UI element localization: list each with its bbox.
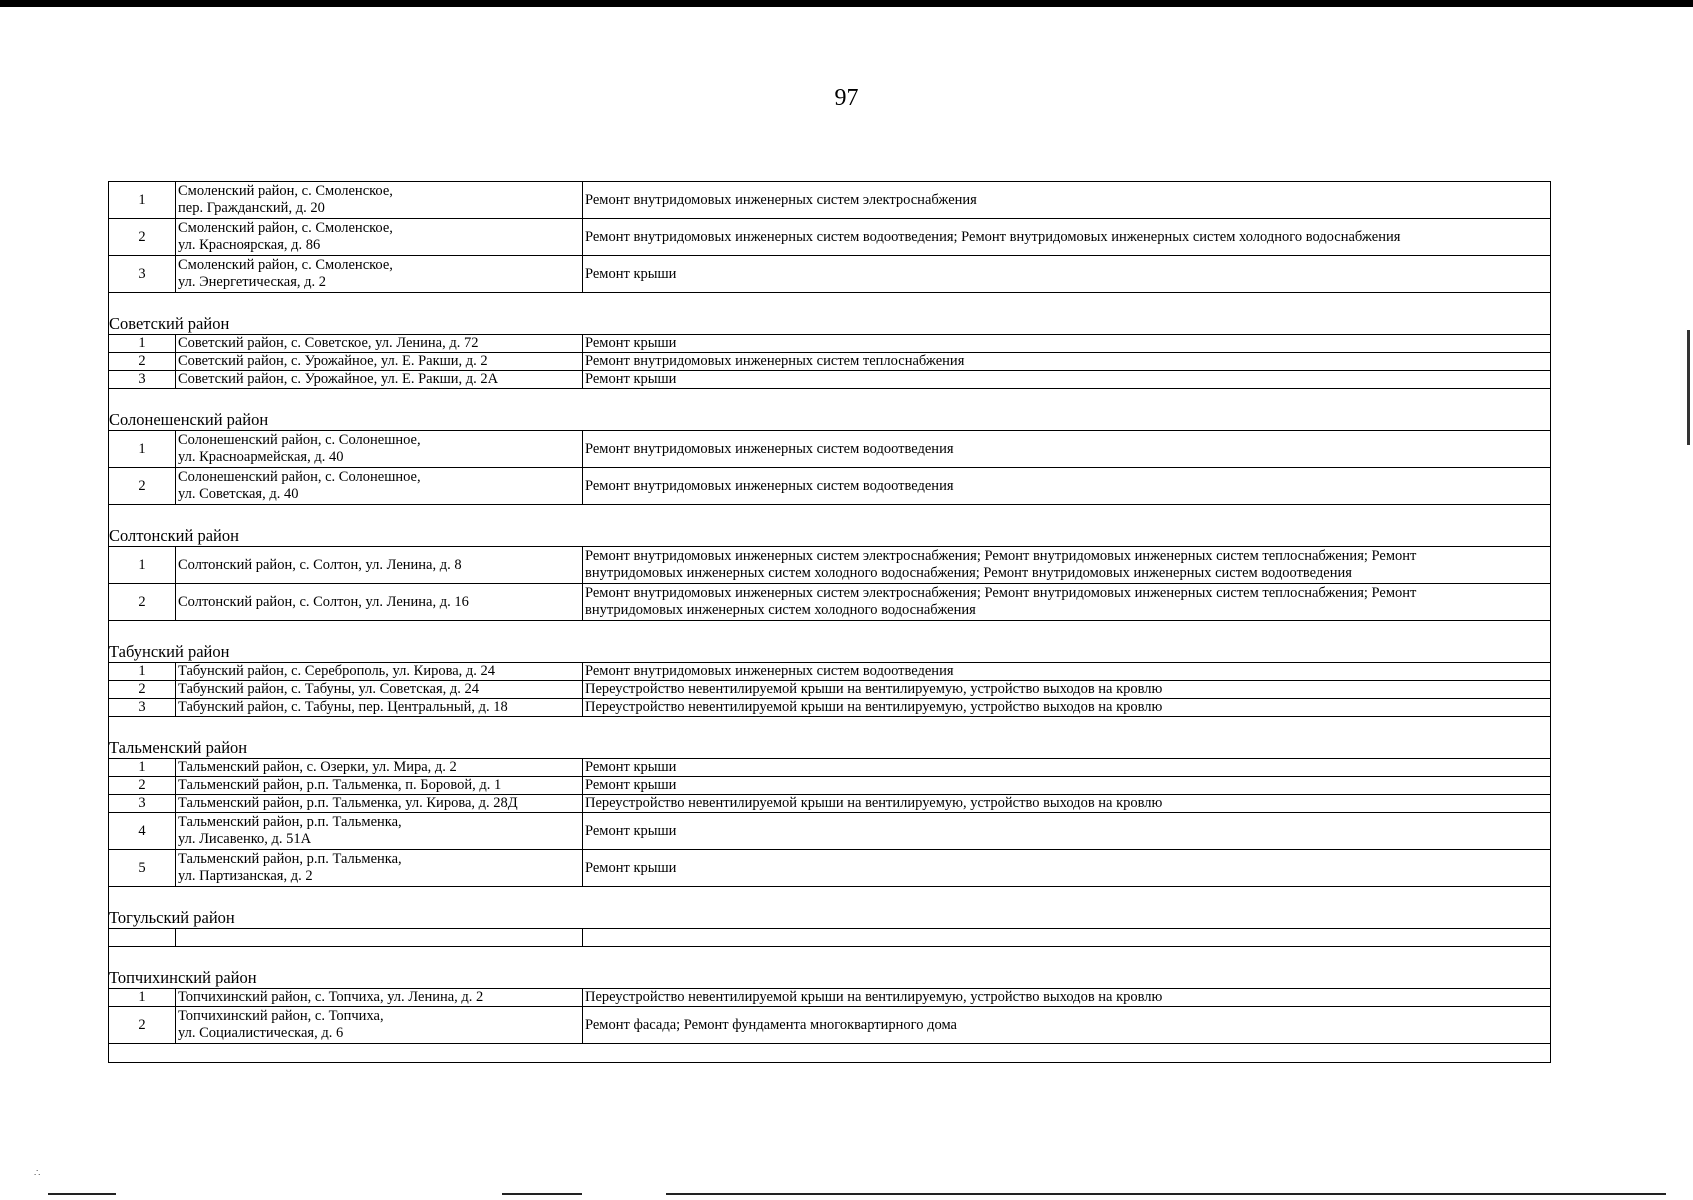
address-cell-line: Солтонский район, с. Солтон, ул. Ленина, д. 16 (178, 593, 469, 610)
district-heading-row (109, 642, 1551, 663)
row-number-line: 3 (138, 371, 146, 387)
section-spacer (109, 717, 1551, 739)
district-heading: Топчихинский район (109, 968, 1551, 989)
page-number: 97 (834, 85, 859, 111)
district-heading-row (109, 738, 1551, 759)
works-cell-line: Переустройство невентилируемой крыши на вентилируемую, устройство выходов на кровлю (585, 989, 1163, 1005)
works-cell (583, 663, 1551, 681)
works-cell (583, 371, 1551, 389)
row-number-line: 3 (138, 265, 146, 282)
table-row (109, 929, 1551, 947)
row-number-line: 1 (138, 556, 146, 573)
works-cell-line: Ремонт внутридомовых инженерных систем теплоснабжения (585, 353, 965, 369)
bottom-rule-left (48, 1193, 116, 1195)
address-cell (176, 219, 583, 256)
row-number (109, 777, 176, 795)
works-cell-line: Ремонт фасада; Ремонт фундамента многоквартирного дома (585, 1016, 957, 1033)
address-cell (176, 759, 583, 777)
spacer-cell (109, 717, 1551, 739)
works-cell (583, 795, 1551, 813)
address-cell-line: ул. Лисавенко, д. 51А (178, 831, 312, 847)
table-row (109, 584, 1551, 621)
row-number-line: 1 (138, 440, 146, 457)
address-cell (176, 813, 583, 850)
address-cell (176, 335, 583, 353)
address-cell-line: ул. Красноармейская, д. 40 (178, 449, 344, 465)
address-cell (176, 256, 583, 293)
bottom-rule-right (666, 1193, 1666, 1195)
scan-speck: ∴ (34, 1168, 41, 1179)
row-number-line: 3 (138, 795, 146, 811)
address-cell (176, 353, 583, 371)
row-number (109, 547, 176, 584)
address-cell-line: Топчихинский район, с. Топчиха, ул. Ленина, д. 2 (178, 989, 484, 1005)
address-cell (176, 1007, 583, 1044)
row-number (109, 929, 176, 947)
row-number (109, 182, 176, 219)
works-cell (583, 850, 1551, 887)
district-heading: Солтонский район (109, 526, 1551, 547)
works-cell-line: Ремонт внутридомовых инженерных систем электроснабжения (585, 191, 977, 208)
row-number-line: 2 (138, 777, 146, 793)
table-row (109, 813, 1551, 850)
row-number-line: 5 (138, 859, 146, 876)
spacer-cell (109, 293, 1551, 315)
works-cell (583, 989, 1551, 1007)
table-row (109, 353, 1551, 371)
works-cell (583, 256, 1551, 293)
table-row (109, 699, 1551, 717)
address-cell (176, 929, 583, 947)
section-spacer (109, 621, 1551, 643)
works-cell (583, 219, 1551, 256)
works-cell-line: Ремонт внутридомовых инженерных систем электроснабжения; Ремонт внутридомовых инженерных систем теплоснабжения; Ремонт (585, 585, 1417, 601)
works-cell (583, 584, 1551, 621)
district-heading: Тогульский район (109, 908, 1551, 929)
works-cell-line: внутридомовых инженерных систем холодного водоснабжения; Ремонт внутридомовых инженерных систем водоотведения (585, 565, 1352, 581)
address-cell (176, 431, 583, 468)
address-cell-line: ул. Партизанская, д. 2 (178, 868, 313, 884)
row-number-line: 1 (138, 191, 146, 208)
section-spacer (109, 505, 1551, 527)
works-cell-line: Ремонт крыши (585, 822, 677, 839)
row-number (109, 468, 176, 505)
table-row (109, 371, 1551, 389)
row-number (109, 850, 176, 887)
row-number-line: 1 (138, 663, 146, 679)
address-cell-line: Солонешенский район, с. Солонешное, (178, 469, 421, 485)
row-number (109, 681, 176, 699)
table-row (109, 1007, 1551, 1044)
works-cell-line: Ремонт крыши (585, 371, 677, 387)
works-cell-line: Ремонт внутридомовых инженерных систем водоотведения (585, 477, 954, 494)
district-heading: Тальменский район (109, 738, 1551, 759)
bottom-rule-middle (502, 1193, 582, 1195)
address-cell-line: Советский район, с. Урожайное, ул. Е. Ракши, д. 2А (178, 371, 499, 387)
table-row (109, 795, 1551, 813)
works-cell (583, 1007, 1551, 1044)
district-heading-row (109, 314, 1551, 335)
works-cell-line: Ремонт крыши (585, 335, 677, 351)
section-spacer (109, 947, 1551, 969)
district-heading-row (109, 526, 1551, 547)
row-number-line: 1 (138, 759, 146, 775)
address-cell-line: Солтонский район, с. Солтон, ул. Ленина, д. 8 (178, 556, 462, 573)
table-row (109, 850, 1551, 887)
address-cell-line: ул. Красноярская, д. 86 (178, 237, 321, 253)
works-cell-line: Переустройство невентилируемой крыши на вентилируемую, устройство выходов на кровлю (585, 681, 1163, 697)
district-heading: Солонешенский район (109, 410, 1551, 431)
works-cell (583, 182, 1551, 219)
repair-registry-table (108, 181, 1551, 1063)
district-heading-row (109, 968, 1551, 989)
table-row (109, 759, 1551, 777)
address-cell (176, 584, 583, 621)
address-cell-line: пер. Гражданский, д. 20 (178, 200, 325, 216)
address-cell-line: Тальменский район, р.п. Тальменка, (178, 814, 402, 830)
spacer-cell (109, 887, 1551, 909)
table-row (109, 663, 1551, 681)
works-cell-line: Ремонт крыши (585, 265, 677, 282)
address-cell (176, 795, 583, 813)
address-cell (176, 777, 583, 795)
row-number (109, 371, 176, 389)
works-cell-line: Ремонт крыши (585, 759, 677, 775)
row-number-line: 2 (138, 228, 146, 245)
row-number-line: 1 (138, 335, 146, 351)
works-cell-line: Ремонт внутридомовых инженерных систем водоотведения (585, 663, 954, 679)
scan-edge-mark (1687, 330, 1690, 445)
row-number-line: 2 (138, 681, 146, 697)
table-row (109, 256, 1551, 293)
address-cell (176, 547, 583, 584)
row-number-line: 1 (138, 989, 146, 1005)
works-cell (583, 353, 1551, 371)
address-cell-line: Советский район, с. Советское, ул. Ленина, д. 72 (178, 335, 479, 351)
address-cell-line: ул. Советская, д. 40 (178, 486, 299, 502)
address-cell (176, 699, 583, 717)
row-number (109, 759, 176, 777)
row-number (109, 219, 176, 256)
address-cell (176, 681, 583, 699)
works-cell-line: Переустройство невентилируемой крыши на вентилируемую, устройство выходов на кровлю (585, 795, 1163, 811)
table-row (109, 681, 1551, 699)
address-cell-line: Смоленский район, с. Смоленское, (178, 183, 393, 199)
table-row (109, 468, 1551, 505)
works-cell-line: Ремонт внутридомовых инженерных систем электроснабжения; Ремонт внутридомовых инженерных систем теплоснабжения; Ремонт (585, 548, 1417, 564)
address-cell-line: Тальменский район, с. Озерки, ул. Мира, д. 2 (178, 759, 457, 775)
address-cell-line: Табунский район, с. Сереброполь, ул. Кирова, д. 24 (178, 663, 496, 679)
table-row (109, 777, 1551, 795)
row-number-line: 2 (138, 353, 146, 369)
district-heading-row (109, 908, 1551, 929)
spacer-cell (109, 389, 1551, 411)
works-cell-line: Ремонт внутридомовых инженерных систем водоотведения (585, 440, 954, 457)
row-number (109, 795, 176, 813)
table-row (109, 219, 1551, 256)
address-cell-line: Тальменский район, р.п. Тальменка, (178, 851, 402, 867)
row-number (109, 813, 176, 850)
address-cell-line: Тальменский район, р.п. Тальменка, ул. Кирова, д. 28Д (178, 795, 518, 811)
address-cell (176, 989, 583, 1007)
table-row (109, 547, 1551, 584)
district-heading: Табунский район (109, 642, 1551, 663)
table-row (109, 431, 1551, 468)
row-number-line: 2 (138, 477, 146, 494)
works-cell (583, 929, 1551, 947)
works-cell-line: Ремонт крыши (585, 859, 677, 876)
table-row (109, 335, 1551, 353)
row-number-line: 2 (138, 593, 146, 610)
row-number (109, 989, 176, 1007)
works-cell (583, 431, 1551, 468)
row-number-line: 3 (138, 699, 146, 715)
address-cell-line: Солонешенский район, с. Солонешное, (178, 432, 421, 448)
registry-body (109, 182, 1551, 1063)
address-cell-line: ул. Энергетическая, д. 2 (178, 274, 326, 290)
works-cell (583, 547, 1551, 584)
address-cell (176, 663, 583, 681)
works-cell (583, 813, 1551, 850)
row-number-line: 2 (138, 1016, 146, 1033)
row-number (109, 663, 176, 681)
row-number-line: 4 (138, 822, 146, 839)
row-number (109, 353, 176, 371)
spacer-cell (109, 505, 1551, 527)
spacer-cell (109, 621, 1551, 643)
works-cell-line: Ремонт крыши (585, 777, 677, 793)
row-number (109, 431, 176, 468)
address-cell-line: Советский район, с. Урожайное, ул. Е. Ракши, д. 2 (178, 353, 488, 369)
address-cell (176, 468, 583, 505)
address-cell (176, 182, 583, 219)
works-cell (583, 681, 1551, 699)
row-number (109, 699, 176, 717)
table-end-row (109, 1044, 1551, 1063)
section-spacer (109, 293, 1551, 315)
works-cell-line: внутридомовых инженерных систем холодного водоснабжения (585, 602, 976, 618)
top-border (0, 0, 1693, 7)
address-cell-line: Топчихинский район, с. Топчиха, (178, 1008, 384, 1024)
address-cell (176, 850, 583, 887)
works-cell (583, 335, 1551, 353)
works-cell (583, 759, 1551, 777)
works-cell (583, 468, 1551, 505)
row-number (109, 1007, 176, 1044)
address-cell-line: Табунский район, с. Табуны, ул. Советская, д. 24 (178, 681, 480, 697)
works-cell (583, 777, 1551, 795)
row-number (109, 256, 176, 293)
spacer-cell (109, 947, 1551, 969)
row-number (109, 335, 176, 353)
address-cell-line: Смоленский район, с. Смоленское, (178, 257, 393, 273)
works-cell (583, 699, 1551, 717)
row-number (109, 584, 176, 621)
works-cell-line: Ремонт внутридомовых инженерных систем водоотведения; Ремонт внутридомовых инженерных систем холодного водоснабжения (585, 228, 1401, 245)
table-row (109, 989, 1551, 1007)
table-row (109, 182, 1551, 219)
section-spacer (109, 887, 1551, 909)
district-heading: Советский район (109, 314, 1551, 335)
address-cell-line: Смоленский район, с. Смоленское, (178, 220, 393, 236)
address-cell-line: Табунский район, с. Табуны, пер. Центральный, д. 18 (178, 699, 508, 715)
address-cell (176, 371, 583, 389)
address-cell-line: Тальменский район, р.п. Тальменка, п. Боровой, д. 1 (178, 777, 502, 793)
end-cell (109, 1044, 1551, 1063)
works-cell-line: Переустройство невентилируемой крыши на вентилируемую, устройство выходов на кровлю (585, 699, 1163, 715)
section-spacer (109, 389, 1551, 411)
district-heading-row (109, 410, 1551, 431)
address-cell-line: ул. Социалистическая, д. 6 (178, 1025, 344, 1041)
